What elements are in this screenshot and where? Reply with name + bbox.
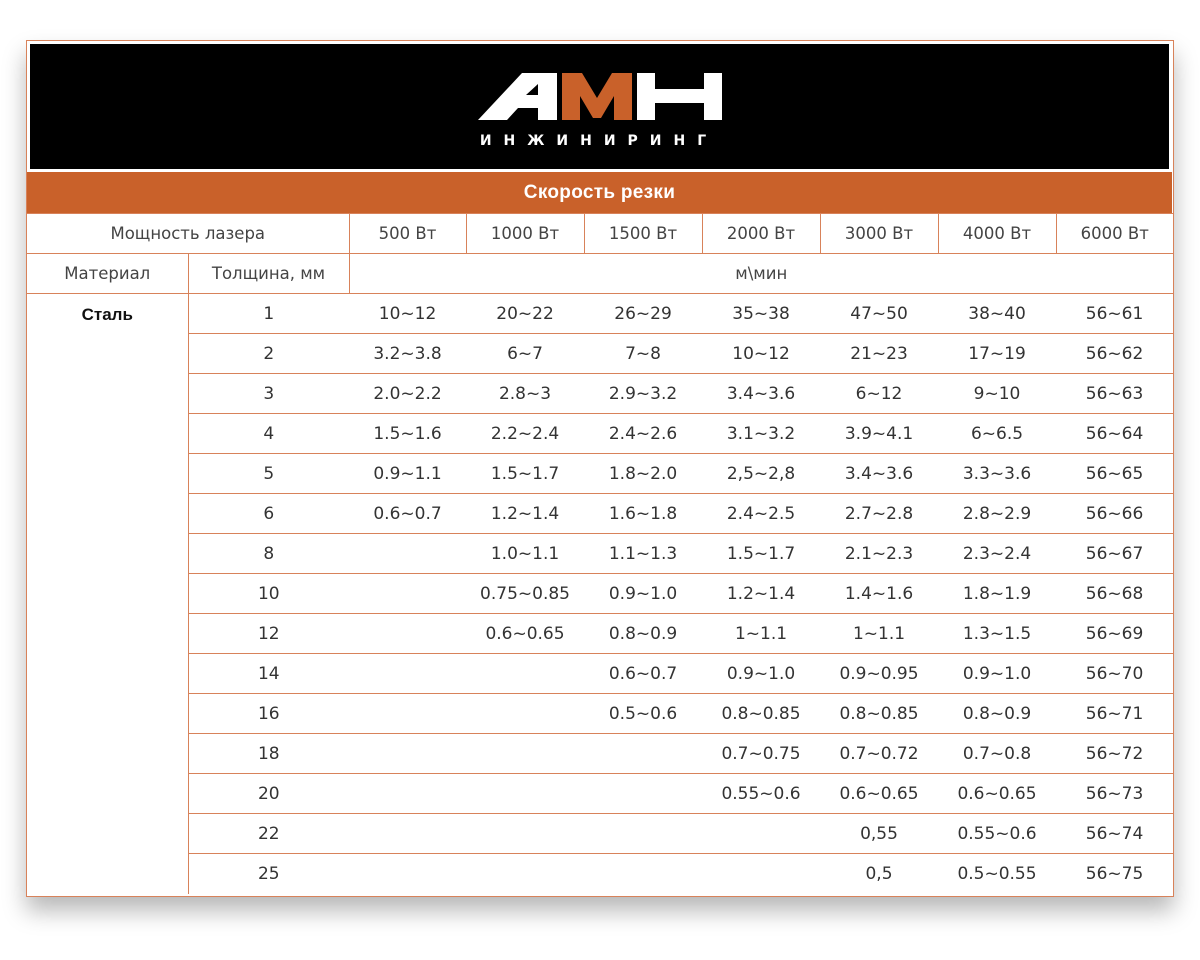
speed-cell: 2.9~3.2 — [584, 374, 702, 414]
table-row — [27, 494, 1173, 534]
speed-cell: 2.4~2.5 — [702, 494, 820, 534]
speed-cell — [584, 814, 702, 854]
speed-cell: 1.5~1.7 — [466, 454, 584, 494]
table-row — [27, 374, 1173, 414]
cutting-speed-table — [27, 213, 1173, 894]
table-row — [27, 454, 1173, 494]
speed-cell: 1.4~1.6 — [820, 574, 938, 614]
speed-cell — [584, 774, 702, 814]
thickness-cell: 6 — [188, 494, 349, 534]
speed-cell: 20~22 — [466, 294, 584, 334]
thickness-cell: 20 — [188, 774, 349, 814]
table-row — [27, 814, 1173, 854]
speed-cell: 3.1~3.2 — [702, 414, 820, 454]
thickness-cell: 1 — [188, 294, 349, 334]
speed-cell: 7~8 — [584, 334, 702, 374]
speed-cell — [584, 854, 702, 894]
speed-cell: 3.2~3.8 — [349, 334, 466, 374]
thickness-label: Толщина, мм — [188, 254, 349, 294]
speed-cell: 1.5~1.7 — [702, 534, 820, 574]
speed-cell — [349, 774, 466, 814]
thickness-cell: 18 — [188, 734, 349, 774]
speed-cell — [466, 814, 584, 854]
speed-cell — [466, 734, 584, 774]
speed-cell: 0.6~0.7 — [349, 494, 466, 534]
power-col-3000: 3000 Вт — [820, 214, 938, 254]
speed-cell: 1.0~1.1 — [466, 534, 584, 574]
table-row — [27, 294, 1173, 334]
material-label: Материал — [27, 254, 188, 294]
speed-cell: 1.2~1.4 — [702, 574, 820, 614]
thickness-cell: 2 — [188, 334, 349, 374]
speed-cell: 0.6~0.65 — [938, 774, 1056, 814]
speed-cell: 56~64 — [1056, 414, 1173, 454]
thickness-cell: 8 — [188, 534, 349, 574]
thickness-cell: 5 — [188, 454, 349, 494]
speed-cell — [349, 854, 466, 894]
speed-cell: 2.8~3 — [466, 374, 584, 414]
table-row — [27, 414, 1173, 454]
speed-cell: 2.3~2.4 — [938, 534, 1056, 574]
speed-cell: 0.6~0.65 — [820, 774, 938, 814]
speed-cell: 2.1~2.3 — [820, 534, 938, 574]
speed-cell: 3.9~4.1 — [820, 414, 938, 454]
speed-cell: 1.5~1.6 — [349, 414, 466, 454]
thickness-cell: 10 — [188, 574, 349, 614]
speed-cell — [466, 694, 584, 734]
speed-cell: 1~1.1 — [820, 614, 938, 654]
speed-cell: 56~66 — [1056, 494, 1173, 534]
speed-cell: 6~12 — [820, 374, 938, 414]
speed-cell: 0,5 — [865, 863, 893, 884]
speed-cell: 0.5~0.55 — [957, 863, 1037, 884]
speed-cell: 0,55 — [820, 814, 938, 854]
speed-cell: 3.3~3.6 — [938, 454, 1056, 494]
speed-cell: 0.9~1.0 — [938, 654, 1056, 694]
thickness-cell: 3 — [188, 374, 349, 414]
speed-cell: 1.1~1.3 — [584, 534, 702, 574]
thickness-cell: 12 — [188, 614, 349, 654]
thickness-cell: 14 — [188, 654, 349, 694]
thickness-cell: 25 — [257, 863, 280, 884]
speed-cell — [466, 654, 584, 694]
speed-cell: 2.0~2.2 — [349, 374, 466, 414]
speed-cell: 2.2~2.4 — [466, 414, 584, 454]
power-col-500: 500 Вт — [349, 214, 466, 254]
speed-cell: 1~1.1 — [702, 614, 820, 654]
speed-cell — [349, 654, 466, 694]
power-label: Мощность лазера — [27, 214, 349, 254]
speed-cell: 56~72 — [1056, 734, 1173, 774]
speed-cell: 38~40 — [938, 294, 1056, 334]
speed-cell: 2.4~2.6 — [584, 414, 702, 454]
speed-cell — [466, 854, 584, 894]
table-row — [27, 614, 1173, 654]
speed-cell: 56~62 — [1056, 334, 1173, 374]
speed-cell: 2.8~2.9 — [938, 494, 1056, 534]
speed-cell: 56~74 — [1056, 814, 1173, 854]
speed-cell — [349, 734, 466, 774]
table-title: Скорость резки — [27, 172, 1172, 213]
speed-cell: 1.3~1.5 — [938, 614, 1056, 654]
power-col-6000: 6000 Вт — [1056, 214, 1173, 254]
speed-cell: 1.8~1.9 — [938, 574, 1056, 614]
speed-cell: 0.9~1.0 — [584, 574, 702, 614]
speed-cell: 2,5~2,8 — [702, 454, 820, 494]
speed-cell: 1.2~1.4 — [466, 494, 584, 534]
speed-cell: 56~68 — [1056, 574, 1173, 614]
table-row — [27, 534, 1173, 574]
speed-cell: 56~61 — [1056, 294, 1173, 334]
speed-cell: 2.7~2.8 — [820, 494, 938, 534]
power-col-1500: 1500 Вт — [584, 214, 702, 254]
table-row — [27, 854, 1173, 894]
speed-cell: 0.6~0.7 — [584, 654, 702, 694]
speed-cell — [349, 694, 466, 734]
brand-header — [27, 41, 1172, 172]
speed-cell: 56~71 — [1056, 694, 1173, 734]
speed-cell — [349, 534, 466, 574]
amn-logo — [30, 44, 1175, 175]
speed-cell: 3.4~3.6 — [702, 374, 820, 414]
speed-cell: 1.8~2.0 — [584, 454, 702, 494]
thickness-cell: 22 — [188, 814, 349, 854]
speed-cell: 26~29 — [584, 294, 702, 334]
power-col-4000: 4000 Вт — [938, 214, 1056, 254]
speed-cell: 0.7~0.75 — [702, 734, 820, 774]
table-row — [27, 774, 1173, 814]
speed-cell — [349, 614, 466, 654]
speed-cell: 0.8~0.9 — [584, 614, 702, 654]
speed-cell — [702, 814, 820, 854]
speed-cell — [349, 814, 466, 854]
speed-cell: 1.6~1.8 — [584, 494, 702, 534]
speed-cell: 3.4~3.6 — [820, 454, 938, 494]
cutting-speed-card — [26, 40, 1174, 897]
speed-cell: 10~12 — [702, 334, 820, 374]
subheader-row — [27, 254, 1173, 294]
speed-cell: 0.55~0.6 — [938, 814, 1056, 854]
speed-cell: 0.5~0.6 — [584, 694, 702, 734]
thickness-cell: 16 — [188, 694, 349, 734]
material-cell: Сталь — [27, 294, 188, 894]
speed-cell: 47~50 — [820, 294, 938, 334]
speed-cell: 56~65 — [1056, 454, 1173, 494]
logo-subtitle: ИНЖИНИРИНГ — [479, 133, 719, 149]
table-row — [27, 654, 1173, 694]
speed-cell: 56~75 — [1085, 863, 1144, 884]
speed-cell: 17~19 — [938, 334, 1056, 374]
thickness-cell: 4 — [188, 414, 349, 454]
speed-cell: 0.8~0.85 — [820, 694, 938, 734]
speed-cell: 0.8~0.85 — [702, 694, 820, 734]
speed-cell: 0.9~1.0 — [702, 654, 820, 694]
speed-cell: 9~10 — [938, 374, 1056, 414]
table-row — [27, 734, 1173, 774]
speed-cell: 0.55~0.6 — [702, 774, 820, 814]
speed-cell: 56~63 — [1056, 374, 1173, 414]
speed-cell: 0.8~0.9 — [938, 694, 1056, 734]
speed-cell: 0.9~1.1 — [349, 454, 466, 494]
table-row — [27, 334, 1173, 374]
power-col-2000: 2000 Вт — [702, 214, 820, 254]
speed-cell: 0.75~0.85 — [466, 574, 584, 614]
speed-cell: 56~67 — [1056, 534, 1173, 574]
power-header-row — [27, 214, 1173, 254]
speed-cell: 21~23 — [820, 334, 938, 374]
speed-cell: 6~6.5 — [938, 414, 1056, 454]
speed-cell — [349, 574, 466, 614]
speed-cell: 35~38 — [702, 294, 820, 334]
speed-cell: 56~69 — [1056, 614, 1173, 654]
speed-cell: 0.9~0.95 — [820, 654, 938, 694]
speed-cell: 0.7~0.72 — [820, 734, 938, 774]
speed-cell: 10~12 — [349, 294, 466, 334]
speed-cell: 56~73 — [1056, 774, 1173, 814]
speed-cell — [584, 734, 702, 774]
speed-cell: 0.6~0.65 — [466, 614, 584, 654]
speed-cell — [702, 854, 820, 894]
table-row — [27, 694, 1173, 734]
table-row — [27, 574, 1173, 614]
speed-cell: 56~70 — [1056, 654, 1173, 694]
speed-cell — [466, 774, 584, 814]
speed-cell: 0.7~0.8 — [938, 734, 1056, 774]
speed-cell: 6~7 — [466, 334, 584, 374]
unit-label: м\мин — [349, 254, 1173, 294]
power-col-1000: 1000 Вт — [466, 214, 584, 254]
